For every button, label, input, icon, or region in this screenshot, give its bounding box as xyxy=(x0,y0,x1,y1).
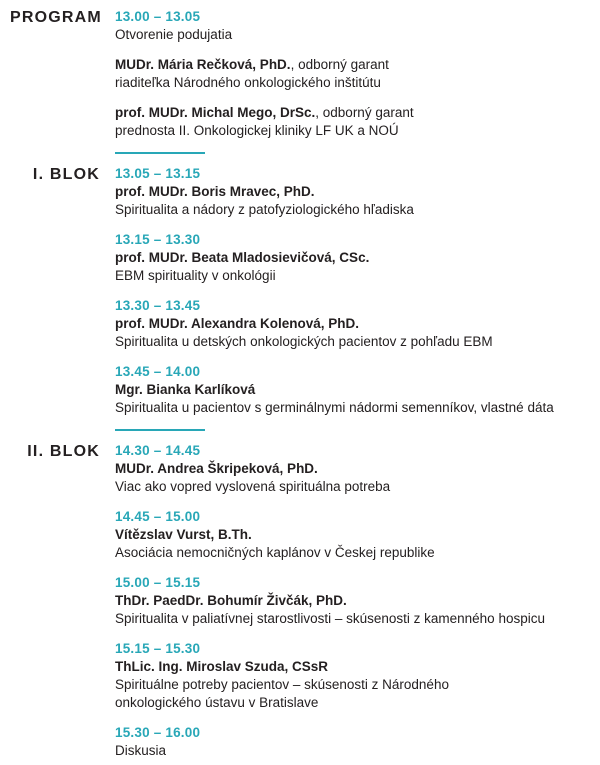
entry-bold-text: MUDr. Andrea Škripeková, PhD. xyxy=(115,461,318,476)
section-label: II. BLOK xyxy=(27,442,100,460)
entry-text: Otvorenie podujatia xyxy=(115,27,233,42)
entry-line xyxy=(115,74,590,92)
schedule-entry xyxy=(115,442,590,496)
schedule-entry xyxy=(115,56,590,92)
entry-text: Asociácia nemocničných kaplánov v Českej republike xyxy=(115,545,435,560)
entry-time: 15.15 – 15.30 xyxy=(115,641,201,656)
entry-text: Viac ako vopred vyslovená spirituálna potreba xyxy=(115,479,391,494)
section-content xyxy=(115,165,590,442)
entry-bold-text: ThLic. Ing. Miroslav Szuda, CSsR xyxy=(115,659,329,674)
entry-text: EBM spirituality v onkológii xyxy=(115,268,276,283)
program-section xyxy=(10,8,590,165)
entry-bold-text: prof. MUDr. Beata Mladosievičová, CSc. xyxy=(115,250,370,265)
section-label: PROGRAM xyxy=(10,8,102,26)
entry-time: 15.30 – 16.00 xyxy=(115,725,201,740)
entry-text: riaditeľka Národného onkologického inštitútu xyxy=(115,75,381,90)
section-label: I. BLOK xyxy=(32,165,100,183)
entry-line xyxy=(115,267,590,285)
entry-line xyxy=(115,399,590,417)
entry-line xyxy=(115,26,590,44)
entry-line xyxy=(115,610,590,628)
entry-line xyxy=(115,544,590,562)
entry-time: 15.00 – 15.15 xyxy=(115,575,201,590)
section-divider xyxy=(115,152,205,154)
entry-line xyxy=(115,183,590,201)
entry-line xyxy=(115,249,590,267)
entry-line xyxy=(115,333,590,351)
entry-text: onkologického ústavu v Bratislave xyxy=(115,695,319,710)
schedule-entry xyxy=(115,574,590,628)
entry-text: , odborný garant xyxy=(290,57,389,72)
entry-time: 13.45 – 14.00 xyxy=(115,364,201,379)
entry-bold-text: Vítězslav Vurst, B.Th. xyxy=(115,527,252,542)
entry-line xyxy=(115,742,590,760)
entry-line xyxy=(115,201,590,219)
entry-line xyxy=(115,104,590,122)
section-divider xyxy=(115,429,205,431)
program-section xyxy=(10,442,590,765)
entry-time: 14.30 – 14.45 xyxy=(115,443,201,458)
section-content xyxy=(115,8,590,165)
schedule-entry xyxy=(115,165,590,219)
entry-time: 13.05 – 13.15 xyxy=(115,166,201,181)
entry-text: Spirituálne potreby pacientov – skúsenosti z Národného xyxy=(115,677,449,692)
entry-text: Diskusia xyxy=(115,743,167,758)
entry-bold-text: Mgr. Bianka Karlíková xyxy=(115,382,256,397)
schedule-entry xyxy=(115,231,590,285)
entry-time: 13.15 – 13.30 xyxy=(115,232,201,247)
schedule-entry xyxy=(115,8,590,44)
entry-text: Spiritualita a nádory z patofyziologického hľadiska xyxy=(115,202,414,217)
entry-text: Spiritualita v paliatívnej starostlivosti – skúsenosti z kamenného hospicu xyxy=(115,611,545,626)
entry-line xyxy=(115,658,590,676)
entry-time: 13.00 – 13.05 xyxy=(115,9,201,24)
entry-bold-text: prof. MUDr. Boris Mravec, PhD. xyxy=(115,184,315,199)
entry-line xyxy=(115,694,590,712)
schedule-entry xyxy=(115,297,590,351)
entry-line xyxy=(115,381,590,399)
entry-line xyxy=(115,676,590,694)
entry-time: 13.30 – 13.45 xyxy=(115,298,201,313)
entry-bold-text: ThDr. PaedDr. Bohumír Živčák, PhD. xyxy=(115,593,347,608)
entry-bold-text: prof. MUDr. Alexandra Kolenová, PhD. xyxy=(115,316,360,331)
entry-line xyxy=(115,56,590,74)
entry-text: Spiritualita u detských onkologických pacientov z pohľadu EBM xyxy=(115,334,493,349)
schedule-entry xyxy=(115,508,590,562)
entry-text: , odborný garant xyxy=(315,105,414,120)
entry-line xyxy=(115,526,590,544)
section-content xyxy=(115,442,590,765)
entry-line xyxy=(115,460,590,478)
entry-bold-text: prof. MUDr. Michal Mego, DrSc. xyxy=(115,105,316,120)
schedule-entry xyxy=(115,640,590,712)
entry-line xyxy=(115,315,590,333)
entry-line xyxy=(115,592,590,610)
entry-bold-text: MUDr. Mária Rečková, PhD. xyxy=(115,57,291,72)
schedule-entry xyxy=(115,363,590,417)
entry-text: Spiritualita u pacientov s germinálnymi nádormi semenníkov, vlastné dáta xyxy=(115,400,554,415)
schedule-entry xyxy=(115,104,590,140)
entry-line xyxy=(115,122,590,140)
schedule-entry xyxy=(115,724,590,760)
entry-text: prednosta II. Onkologickej kliniky LF UK a NOÚ xyxy=(115,123,399,138)
entry-line xyxy=(115,478,590,496)
entry-time: 14.45 – 15.00 xyxy=(115,509,201,524)
program-section xyxy=(10,165,590,442)
